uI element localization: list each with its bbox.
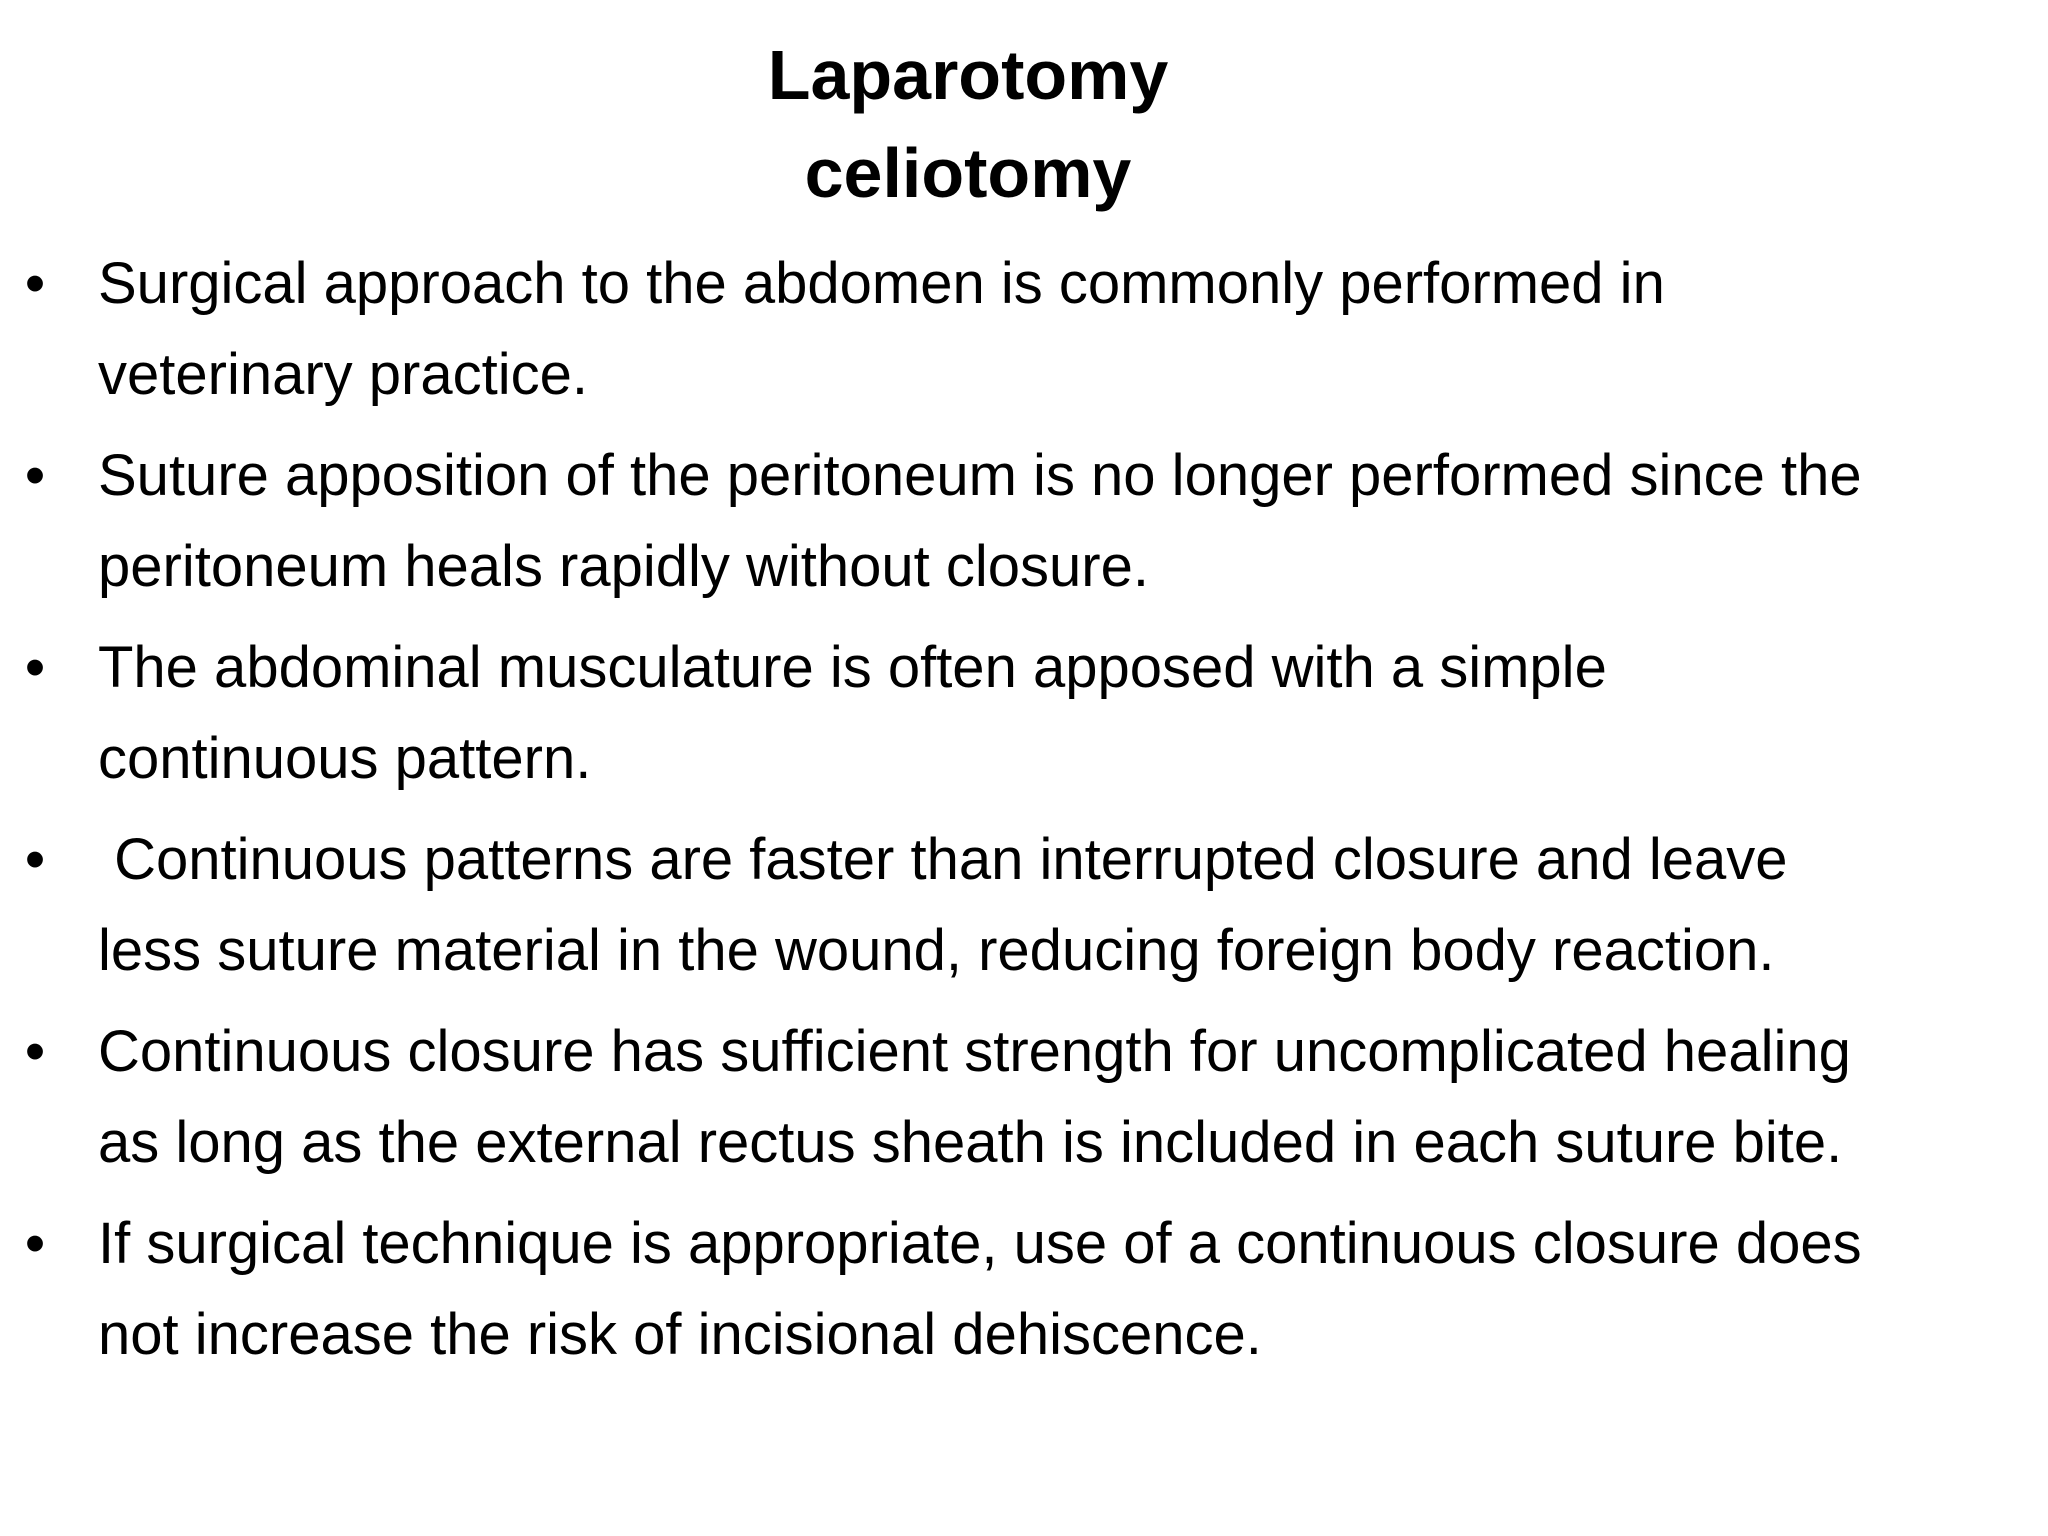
bullet-item xyxy=(0,622,2048,804)
title-line-1: Laparotomy xyxy=(767,36,1169,114)
bullet-item xyxy=(0,1006,2048,1188)
bullet-line: as long as the external rectus sheath is included in each suture bite. xyxy=(98,1110,1843,1175)
bullet-icon: • xyxy=(24,1019,46,1084)
bullet-list xyxy=(0,238,2048,1390)
bullet-line: The abdominal musculature is often apposed with a simple xyxy=(98,635,1607,700)
bullet-item xyxy=(0,814,2048,996)
bullet-line: If surgical technique is appropriate, use of a continuous closure does xyxy=(98,1211,1862,1276)
bullet-line: less suture material in the wound, reducing foreign body reaction. xyxy=(98,918,1775,983)
bullet-line: peritoneum heals rapidly without closure. xyxy=(98,534,1149,599)
bullet-icon: • xyxy=(24,827,46,892)
bullet-icon: • xyxy=(24,1211,46,1276)
bullet-line: veterinary practice. xyxy=(98,342,588,407)
bullet-line: Suture apposition of the peritoneum is no longer performed since the xyxy=(98,443,1862,508)
bullet-item xyxy=(0,238,2048,420)
bullet-line: Surgical approach to the abdomen is commonly performed in xyxy=(98,251,1665,316)
bullet-item xyxy=(0,430,2048,612)
bullet-line: Continuous closure has sufficient strength for uncomplicated healing xyxy=(98,1019,1851,1084)
slide-title xyxy=(0,26,1936,222)
title-line-2: celiotomy xyxy=(804,134,1132,212)
bullet-line: continuous pattern. xyxy=(98,726,592,791)
bullet-line: Continuous patterns are faster than interrupted closure and leave xyxy=(98,827,1788,892)
bullet-icon: • xyxy=(24,635,46,700)
bullet-icon: • xyxy=(24,251,46,316)
bullet-icon: • xyxy=(24,443,46,508)
bullet-line: not increase the risk of incisional dehiscence. xyxy=(98,1302,1262,1367)
bullet-item xyxy=(0,1198,2048,1380)
